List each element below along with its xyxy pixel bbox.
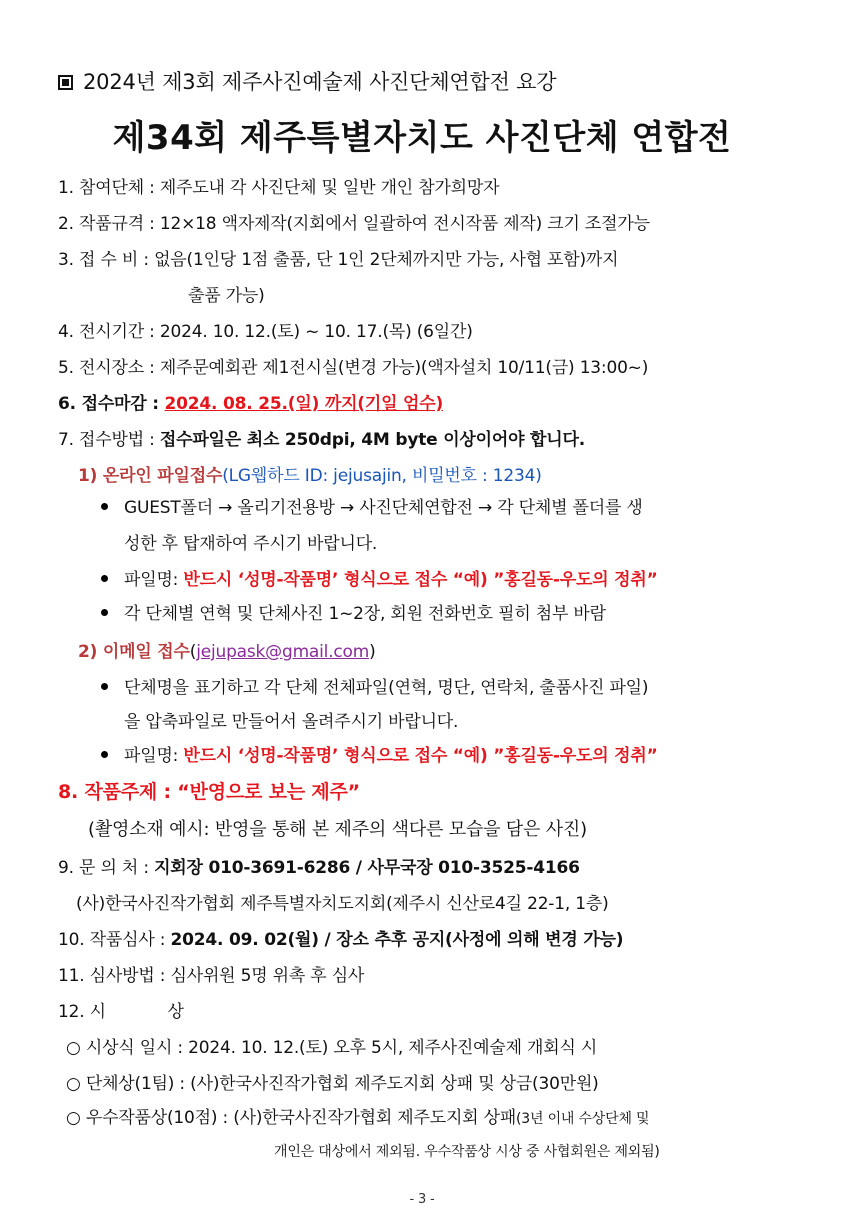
item-deadline bbox=[58, 392, 443, 416]
deadline-text: 2024. 08. 25.(일) 까지(기일 엄수) bbox=[164, 394, 444, 414]
page-title: 제34회 제주특별자치도 사진단체 연합전 bbox=[112, 118, 732, 158]
item-venue bbox=[58, 356, 648, 380]
item-number: 7. bbox=[58, 430, 74, 450]
item-theme-example: (촬영소재 예시: 반영을 통해 본 제주의 색다른 모습을 담은 사진) bbox=[88, 819, 587, 840]
filename-rule: 반드시 ‘성명-작품명’ 형식으로 접수 “예) ”홍길동-우도의 정취” bbox=[183, 570, 658, 590]
email-heading: 2) 이메일 접수 bbox=[78, 642, 190, 662]
award-text: 우수작품상(10점) : (사)한국사진작가협회 제주도지회 상패 bbox=[85, 1108, 517, 1128]
email-bullet-1-continued: 을 압축파일로 만들어서 올려주시기 바랍니다. bbox=[124, 712, 459, 732]
email-link[interactable]: jejupask@gmail.com bbox=[196, 642, 370, 662]
paren: ( bbox=[189, 642, 197, 662]
award-note: (3년 이내 수상단체 및 bbox=[516, 1111, 650, 1127]
item-number: 6. bbox=[58, 394, 76, 414]
item-fee bbox=[58, 248, 618, 272]
item-number: 10. bbox=[58, 930, 85, 950]
bullet-icon bbox=[101, 683, 108, 690]
item-label: 접 수 비 : bbox=[79, 250, 149, 270]
item-label: 접수방법 : bbox=[79, 430, 155, 450]
item-label: 작품심사 : bbox=[89, 930, 166, 950]
circle-bullet-icon: ○ bbox=[66, 1074, 81, 1094]
bullet-icon bbox=[101, 609, 108, 616]
award-group bbox=[66, 1072, 599, 1096]
item-text: 접수파일은 최소 250dpi, 4M byte 이상이어야 합니다. bbox=[159, 430, 585, 450]
item-label: 전시장소 : bbox=[79, 358, 155, 378]
item-review bbox=[58, 928, 623, 952]
online-bullet-1-continued: 성한 후 탑재하여 주시기 바랍니다. bbox=[124, 534, 378, 554]
item-number: 5. bbox=[58, 358, 74, 378]
item-text: 제주도내 각 사진단체 및 일반 개인 참가희망자 bbox=[159, 178, 500, 198]
item-method bbox=[58, 428, 585, 452]
item-number: 9. bbox=[58, 858, 74, 878]
item-label: 접수마감 : bbox=[81, 394, 159, 414]
online-bullet-3: 각 단체별 연혁 및 단체사진 1~2장, 회원 전화번호 필히 첨부 바람 bbox=[124, 604, 606, 624]
circle-bullet-icon: ○ bbox=[66, 1038, 81, 1058]
section-header bbox=[58, 70, 556, 94]
item-text: 12×18 액자제작(지회에서 일괄하여 전시작품 제작) 크기 조절가능 bbox=[159, 214, 650, 234]
email-submission bbox=[78, 640, 376, 664]
square-bullet-icon bbox=[58, 75, 73, 90]
filename-rule: 반드시 ‘성명-작품명’ 형식으로 접수 “예) ”홍길동-우도의 정취” bbox=[183, 746, 658, 766]
item-number: 11. bbox=[58, 966, 85, 986]
item-number: 12. bbox=[58, 1002, 85, 1022]
item-review-method bbox=[58, 964, 364, 988]
item-number: 4. bbox=[58, 322, 74, 342]
item-text: 2024. 09. 02(월) / 장소 추후 공지(사정에 의해 변경 가능) bbox=[170, 930, 624, 950]
section-header-text: 2024년 제3회 제주사진예술제 사진단체연합전 요강 bbox=[83, 70, 557, 94]
item-label: 전시기간 : bbox=[79, 322, 155, 342]
page-number: - 3 - bbox=[409, 1192, 435, 1207]
filename-label: 파일명: bbox=[124, 570, 179, 590]
item-label: 문 의 처 : bbox=[79, 858, 149, 878]
award-note-continued: 개인은 대상에서 제외됨. 우수작품상 시상 중 사협회원은 제외됨) bbox=[274, 1144, 660, 1160]
bullet-icon bbox=[101, 503, 108, 510]
email-bullet-1: 단체명을 표기하고 각 단체 전체파일(연혁, 명단, 연락처, 출품사진 파일) bbox=[124, 678, 649, 698]
contact-address: (사)한국사진작가협회 제주특별자치도지회(제주시 신산로4길 22-1, 1층) bbox=[76, 894, 609, 914]
award-excellence bbox=[66, 1106, 649, 1131]
item-label: 작품규격 : bbox=[79, 214, 155, 234]
item-awards bbox=[58, 1000, 212, 1024]
circle-bullet-icon: ○ bbox=[66, 1108, 81, 1128]
email-bullet-2 bbox=[124, 744, 658, 768]
award-ceremony bbox=[66, 1036, 597, 1060]
item-contact bbox=[58, 856, 580, 880]
item-fee-continued: 출품 가능) bbox=[188, 286, 265, 306]
bullet-icon bbox=[101, 575, 108, 582]
item-label: 심사방법 : bbox=[89, 966, 166, 986]
item-number: 1. bbox=[58, 178, 74, 198]
item-text: 심사위원 5명 위촉 후 심사 bbox=[170, 966, 365, 986]
contact-phones: 지회장 010-3691-6286 / 사무국장 010-3525-4166 bbox=[154, 858, 580, 878]
filename-label: 파일명: bbox=[124, 746, 179, 766]
item-number: 3. bbox=[58, 250, 74, 270]
item-number: 2. bbox=[58, 214, 74, 234]
award-text: 단체상(1팀) : (사)한국사진작가협회 제주도지회 상패 및 상금(30만원) bbox=[85, 1074, 599, 1094]
item-spec bbox=[58, 212, 650, 236]
item-label: 시 상 bbox=[89, 1002, 212, 1022]
item-theme: 8. 작품주제 : “반영으로 보는 제주” bbox=[58, 781, 360, 803]
item-participants bbox=[58, 176, 499, 200]
item-label: 참여단체 : bbox=[79, 178, 155, 198]
item-text: 없음(1인당 1점 출품, 단 1인 2단체까지만 가능, 사협 포함)까지 bbox=[154, 250, 619, 270]
online-detail: (LG웹하드 ID: jejusajin, 비밀번호 : 1234) bbox=[222, 466, 542, 486]
item-text: 제주문예회관 제1전시실(변경 가능)(액자설치 10/11(금) 13:00~) bbox=[159, 358, 649, 378]
item-text: 2024. 10. 12.(토) ~ 10. 17.(목) (6일간) bbox=[159, 322, 473, 342]
item-period bbox=[58, 320, 473, 344]
bullet-icon bbox=[101, 751, 108, 758]
online-heading: 1) 온라인 파일접수 bbox=[78, 466, 223, 486]
online-submission bbox=[78, 464, 542, 488]
paren: ) bbox=[369, 642, 376, 662]
online-bullet-2 bbox=[124, 568, 658, 592]
online-bullet-1: GUEST폴더 → 올리기전용방 → 사진단체연합전 → 각 단체별 폴더를 생 bbox=[124, 498, 643, 518]
award-text: 시상식 일시 : 2024. 10. 12.(토) 오후 5시, 제주사진예술제 개회식 시 bbox=[85, 1038, 598, 1058]
